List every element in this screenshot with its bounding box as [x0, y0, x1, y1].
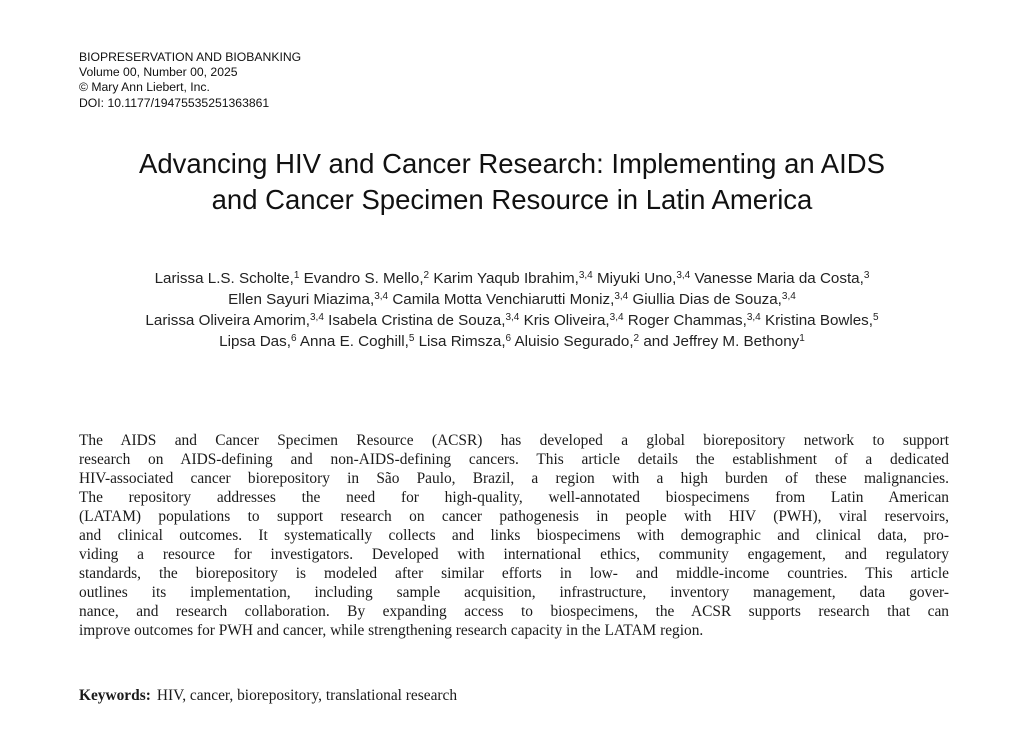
abstract-line: research on AIDS-defining and non-AIDS-defining cancers. This article details the establishment of a dedicated — [79, 451, 949, 468]
author-line — [40, 331, 984, 352]
author-name: Camila Motta Venchiarutti Moniz, — [392, 291, 615, 308]
abstract-line: and clinical outcomes. It systematically collects and links biospecimens with demographic and clinical data, pro- — [79, 527, 949, 544]
article-title-line: Advancing HIV and Cancer Research: Implementing an AIDS — [139, 148, 885, 179]
author-name: Lipsa Das, — [219, 333, 291, 350]
abstract-line: nance, and research collaboration. By expanding access to biospecimens, the ACSR supports research that can — [79, 603, 949, 620]
journal-name: BIOPRESERVATION AND BIOBANKING — [79, 50, 302, 64]
journal-copyright: © Mary Ann Liebert, Inc. — [79, 80, 210, 95]
abstract-line: standards, the biorepository is modeled after similar efforts in low- and middle-income countries. This article — [79, 565, 949, 582]
author-name: Evandro S. Mello, — [303, 270, 424, 287]
author-affiliation: 6 — [290, 333, 297, 344]
author-affiliation: 1 — [293, 270, 300, 281]
author-affiliation: 3 — [863, 270, 870, 281]
author-name: Lisa Rimsza, — [418, 333, 506, 350]
author-name: and Jeffrey M. Bethony — [643, 333, 800, 350]
journal-volume: Volume 00, Number 00, 2025 — [79, 65, 238, 80]
author-affiliation: 3,4 — [578, 270, 593, 281]
author-name: Vanesse Maria da Costa, — [694, 270, 864, 287]
author-name: Anna E. Coghill, — [299, 333, 409, 350]
author-name: Miyuki Uno, — [596, 270, 677, 287]
abstract-line: improve outcomes for PWH and cancer, while strengthening research capacity in the LATAM region. — [79, 622, 704, 639]
journal-header — [79, 50, 301, 111]
author-affiliation: 2 — [423, 270, 430, 281]
author-name: Kristina Bowles, — [764, 312, 873, 329]
author-affiliation: 3,4 — [374, 291, 389, 302]
keywords-label: Keywords: — [79, 687, 151, 704]
keywords-text: HIV, cancer, biorepository, translational research — [156, 687, 458, 704]
author-affiliation: 5 — [408, 333, 415, 344]
author-affiliation: 3,4 — [505, 312, 520, 323]
author-affiliation: 3,4 — [746, 312, 761, 323]
article-title-line: and Cancer Specimen Resource in Latin America — [211, 184, 813, 215]
author-affiliation: 3,4 — [781, 291, 796, 302]
abstract-line: outlines its implementation, including sample acquisition, infrastructure, inventory management, data gover- — [79, 584, 949, 601]
keywords — [79, 686, 457, 706]
article-title — [40, 146, 984, 218]
author-name: Kris Oliveira, — [523, 312, 610, 329]
abstract-line: viding a resource for investigators. Developed with international ethics, community engagement, and regulatory — [79, 546, 949, 563]
author-name: Karim Yaqub Ibrahim, — [433, 270, 579, 287]
author-affiliation: 3,4 — [310, 312, 324, 323]
abstract-line: HIV-associated cancer biorepository in São Paulo, Brazil, a region with a high burden of these malignancies. — [79, 470, 949, 487]
author-line — [40, 268, 984, 289]
abstract-line: The repository addresses the need for high-quality, well-annotated biospecimens from Latin American — [79, 489, 949, 506]
author-affiliation: 3,4 — [676, 270, 691, 281]
author-list — [40, 268, 984, 352]
author-name: Larissa L.S. Scholte, — [154, 270, 294, 287]
author-line — [40, 310, 984, 331]
author-name: Aluisio Segurado, — [514, 333, 634, 350]
author-line — [40, 289, 984, 310]
author-name: Ellen Sayuri Miazima, — [228, 291, 375, 308]
author-name: Isabela Cristina de Souza, — [328, 312, 506, 329]
author-name: Larissa Oliveira Amorim, — [145, 312, 310, 329]
author-name: Giullia Dias de Souza, — [632, 291, 782, 308]
journal-doi: DOI: 10.1177/19475535251363861 — [79, 95, 270, 110]
author-affiliation: 3,4 — [609, 312, 624, 323]
author-name: Roger Chammas, — [627, 312, 747, 329]
author-affiliation: 6 — [505, 333, 512, 344]
author-affiliation: 5 — [873, 312, 879, 323]
abstract-line: The AIDS and Cancer Specimen Resource (ACSR) has developed a global biorepository network to support — [79, 432, 949, 449]
abstract — [79, 431, 949, 640]
author-affiliation: 3,4 — [614, 291, 629, 302]
author-affiliation: 2 — [633, 333, 640, 344]
author-affiliation: 1 — [799, 333, 805, 344]
abstract-line: (LATAM) populations to support research on cancer pathogenesis in people with HIV (PWH), viral reservoirs, — [79, 508, 949, 525]
